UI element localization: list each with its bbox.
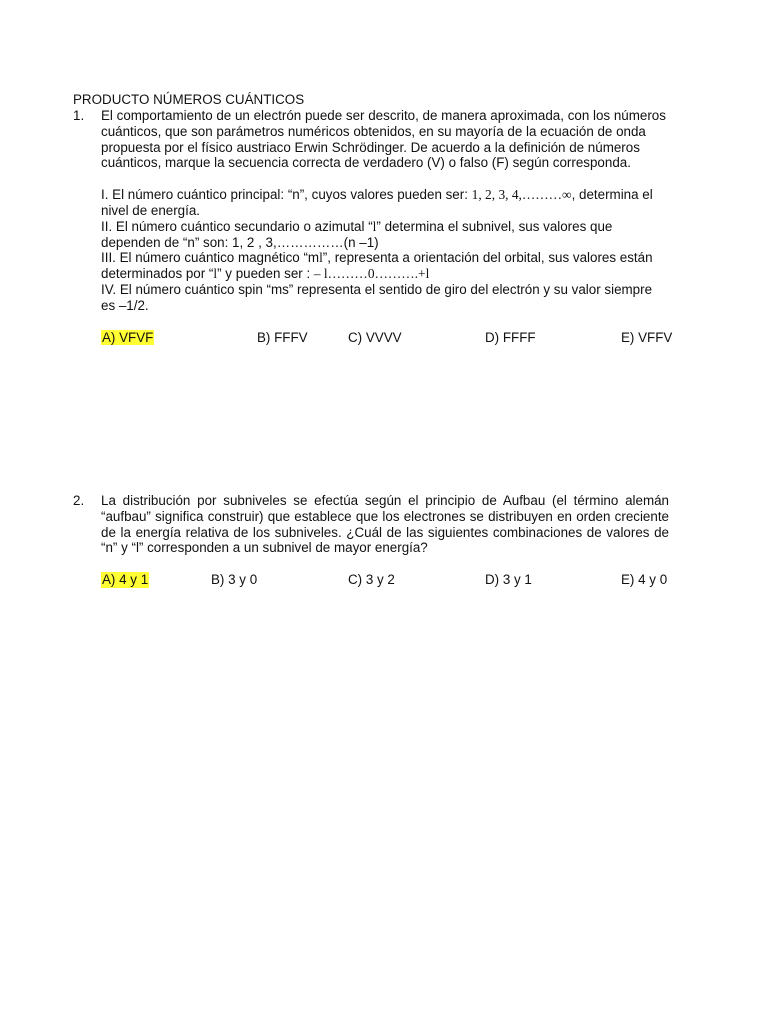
option-a: A) 4 y 1 (102, 572, 149, 588)
question-1 (73, 108, 673, 348)
option-e: E) 4 y 0 (621, 572, 668, 588)
question-1-number: 1. (73, 108, 85, 123)
question-2 (73, 493, 669, 590)
question-2-body (101, 493, 669, 590)
document-title: PRODUCTO NÚMEROS CUÁNTICOS (73, 92, 305, 107)
option-b: B) FFFV (257, 329, 308, 345)
question-1-statements (101, 187, 669, 313)
question-2-options (101, 572, 669, 590)
question-1-intro: El comportamiento de un electrón puede ser descrito, de manera aproximada, con los números cuánticos, que son parámetros numéricos obtenidos, en su mayoría de la ecuación de onda propuesta por el físico austriaco Erwin Schrödinger. De acuerdo a la definición de números cuánticos, marque la secuencia correcta de verdadero (V) o falso (F) según corresponda. (101, 108, 666, 171)
question-2-number: 2. (73, 493, 85, 508)
option-e: E) VFFV (621, 329, 673, 345)
question-1-options (101, 329, 673, 348)
question-1-body (101, 108, 673, 348)
statement-4: IV. El número cuántico spin “ms” representa el sentido de giro del electrón y su valor siempre es –1/2. (101, 281, 653, 313)
option-b: B) 3 y 0 (211, 572, 258, 588)
option-c: C) 3 y 2 (348, 572, 395, 588)
statement-2: II. El número cuántico secundario o azimutal “l” determina el subnivel, sus valores que dependen de “n” son: 1, 2 , 3,……………(n –1) (101, 218, 613, 250)
statement-1: I. El número cuántico principal: “n”, cuyos valores pueden ser: 1, 2, 3, 4,………∞, determina el nivel de energía. (101, 187, 653, 218)
option-d: D) 3 y 1 (485, 572, 532, 588)
statement-3: III. El número cuántico magnético “ml”, representa a orientación del orbital, sus valores están determinados por “l” y pueden ser : – l………0……….+l (101, 250, 653, 282)
option-c: C) VVVV (348, 329, 402, 345)
option-a: A) VFVF (102, 329, 154, 345)
question-2-text: La distribución por subniveles se efectúa según el principio de Aufbau (el término alemán “aufbau” significa construir) que establece que los electrones se distribuyen en orden creciente de la energía relativa de los subniveles. ¿Cuál de las siguientes combinaciones de valores de “n” y “l” corresponden a un subnivel de mayor energía? (101, 493, 669, 556)
option-d: D) FFFF (485, 329, 536, 345)
